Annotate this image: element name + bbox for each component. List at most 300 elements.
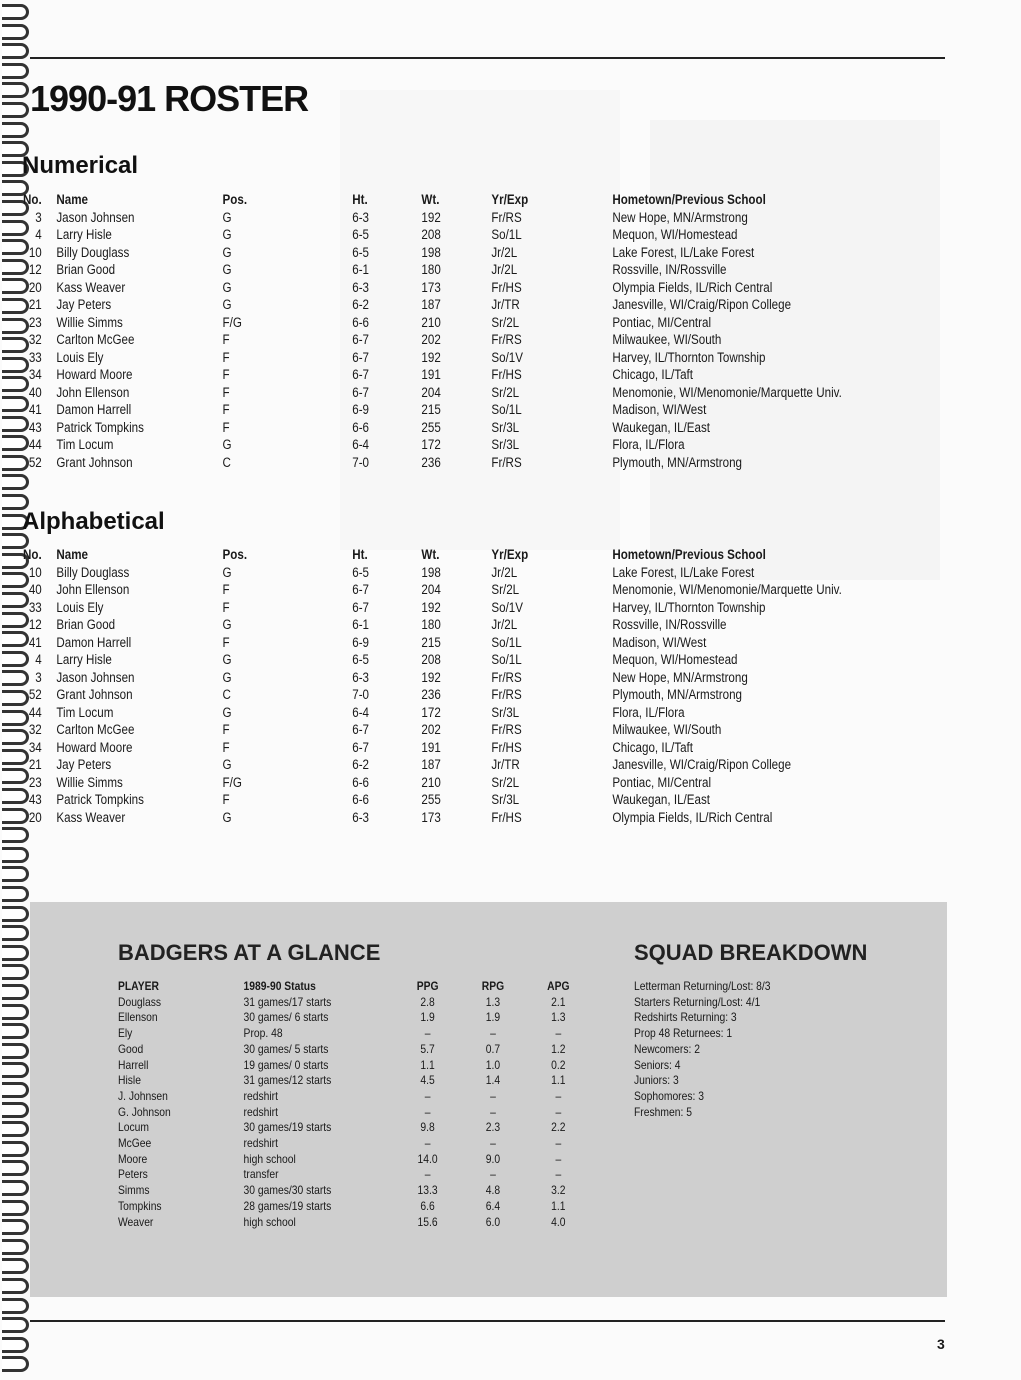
table-cell: 6-5 bbox=[352, 652, 370, 667]
column-header: PPG bbox=[416, 979, 439, 993]
table-cell: Olympia Fields, IL/Rich Central bbox=[612, 279, 773, 295]
table-cell: Good bbox=[118, 1041, 144, 1056]
table-cell: high school bbox=[243, 1151, 296, 1166]
table-cell: F bbox=[222, 367, 230, 382]
table-row bbox=[18, 279, 881, 297]
table-cell: G bbox=[222, 227, 232, 242]
table-cell: F bbox=[222, 792, 230, 807]
binding-ring bbox=[2, 82, 29, 98]
table-cell: 52 bbox=[28, 687, 42, 702]
table-row bbox=[18, 454, 881, 472]
binding-ring bbox=[2, 1043, 29, 1059]
table-cell: – bbox=[490, 1104, 496, 1119]
table-cell: Harvey, IL/Thornton Township bbox=[612, 349, 766, 365]
binding-ring bbox=[2, 122, 29, 138]
table-cell: Madison, WI/West bbox=[612, 634, 707, 650]
table-row bbox=[18, 436, 881, 454]
table-row bbox=[18, 261, 881, 279]
table-cell: Jay Peters bbox=[56, 297, 112, 312]
table-cell: 28 games/19 starts bbox=[243, 1198, 332, 1213]
table-cell: G bbox=[222, 757, 232, 772]
table-cell: 172 bbox=[421, 437, 441, 452]
binding-ring bbox=[2, 1141, 29, 1157]
table-cell: Menomonie, WI/Menomonie/Marquette Univ. bbox=[612, 582, 842, 597]
table-cell: – bbox=[555, 1167, 562, 1182]
binding-ring bbox=[2, 1239, 29, 1255]
binding-ring bbox=[2, 24, 29, 40]
table-cell: Grant Johnson bbox=[56, 687, 133, 702]
binding-ring bbox=[2, 1219, 29, 1235]
table-cell: 4.0 bbox=[551, 1214, 566, 1229]
table-cell: 6-7 bbox=[352, 349, 370, 365]
table-row bbox=[118, 1026, 591, 1042]
table-cell: G bbox=[222, 809, 232, 825]
table-cell: Louis Ely bbox=[56, 349, 104, 365]
table-cell: 1.4 bbox=[485, 1073, 501, 1088]
table-row bbox=[18, 634, 881, 652]
table-cell: Weaver bbox=[118, 1214, 154, 1229]
table-cell: 40 bbox=[28, 384, 42, 400]
table-cell: 3.2 bbox=[551, 1183, 566, 1198]
binding-ring bbox=[2, 4, 29, 20]
table-cell: 6-6 bbox=[352, 314, 370, 330]
table-cell: – bbox=[424, 1088, 431, 1103]
table-cell: 210 bbox=[421, 774, 441, 790]
table-cell: Patrick Tompkins bbox=[56, 419, 144, 435]
binding-ring bbox=[2, 925, 29, 941]
table-cell: – bbox=[490, 1088, 496, 1103]
table-row bbox=[18, 226, 881, 244]
table-cell: Moore bbox=[118, 1151, 148, 1166]
table-cell: Harvey, IL/Thornton Township bbox=[612, 599, 766, 615]
table-cell: 14.0 bbox=[417, 1151, 438, 1166]
list-item: Prop 48 Returnees: 1 bbox=[634, 1026, 733, 1041]
list-item: Newcomers: 2 bbox=[634, 1041, 700, 1056]
table-row bbox=[18, 756, 881, 774]
table-cell: Willie Simms bbox=[56, 774, 123, 790]
table-cell: Janesville, WI/Craig/Ripon College bbox=[612, 757, 792, 772]
table-cell: 23 bbox=[28, 774, 42, 790]
squad-breakdown-list bbox=[634, 979, 771, 1120]
table-row bbox=[118, 1215, 591, 1231]
table-cell: Fr/HS bbox=[491, 809, 522, 825]
table-cell: 21 bbox=[28, 297, 42, 312]
binding-ring bbox=[2, 1023, 29, 1039]
table-cell: F bbox=[222, 332, 230, 347]
table-cell: 4 bbox=[35, 227, 42, 242]
table-cell: 6-7 bbox=[352, 739, 370, 755]
table-cell: Jay Peters bbox=[56, 757, 112, 772]
table-cell: Harrell bbox=[118, 1057, 149, 1072]
table-cell: G bbox=[222, 437, 232, 452]
binding-ring bbox=[2, 945, 29, 961]
table-cell: F/G bbox=[222, 314, 242, 330]
table-cell: 1.3 bbox=[551, 1010, 566, 1025]
table-row bbox=[118, 1167, 591, 1183]
table-cell: 2.8 bbox=[420, 994, 435, 1009]
table-row bbox=[18, 366, 881, 384]
table-cell: F bbox=[222, 384, 230, 400]
table-cell: – bbox=[424, 1136, 431, 1151]
table-cell: 191 bbox=[421, 367, 441, 382]
table-row bbox=[18, 651, 881, 669]
table-cell: 6-2 bbox=[352, 297, 370, 312]
table-cell: Jr/2L bbox=[491, 244, 518, 260]
table-cell: John Ellenson bbox=[56, 582, 130, 597]
table-cell: Damon Harrell bbox=[56, 402, 132, 417]
binding-ring bbox=[2, 1082, 29, 1098]
table-cell: 0.7 bbox=[485, 1041, 501, 1056]
table-cell: 30 games/19 starts bbox=[243, 1120, 332, 1135]
table-cell: F bbox=[222, 599, 230, 615]
binding-ring bbox=[2, 474, 29, 490]
list-item: Juniors: 3 bbox=[634, 1073, 679, 1088]
table-cell: Fr/HS bbox=[491, 739, 522, 755]
table-cell: 6-7 bbox=[352, 332, 370, 347]
table-cell: 43 bbox=[28, 419, 42, 435]
table-cell: G bbox=[222, 244, 232, 260]
table-cell: 6-6 bbox=[352, 792, 370, 807]
table-row bbox=[118, 1152, 591, 1168]
table-row bbox=[18, 721, 881, 739]
binding-ring bbox=[2, 43, 29, 59]
table-row bbox=[18, 616, 881, 634]
table-cell: Jason Johnsen bbox=[56, 669, 135, 685]
table-cell: 6-1 bbox=[352, 262, 370, 277]
binding-ring bbox=[2, 964, 29, 980]
table-cell: Fr/RS bbox=[491, 332, 522, 347]
table-cell: New Hope, MN/Armstrong bbox=[612, 209, 748, 225]
table-cell: Plymouth, MN/Armstrong bbox=[612, 454, 742, 470]
list-item: Starters Returning/Lost: 4/1 bbox=[634, 994, 761, 1009]
table-cell: 10 bbox=[28, 564, 42, 580]
table-cell: Jr/TR bbox=[491, 757, 520, 772]
table-cell: Fr/HS bbox=[491, 279, 522, 295]
table-cell: Pontiac, MI/Central bbox=[612, 774, 712, 790]
table-cell: G bbox=[222, 279, 232, 295]
binding-ring bbox=[2, 1278, 29, 1294]
table-row bbox=[18, 209, 881, 227]
table-cell: John Ellenson bbox=[56, 384, 130, 400]
bottom-rule bbox=[30, 1320, 945, 1322]
table-cell: Janesville, WI/Craig/Ripon College bbox=[612, 297, 792, 312]
binding-ring bbox=[2, 886, 29, 902]
table-cell: 41 bbox=[28, 402, 42, 417]
binding-ring bbox=[2, 866, 29, 882]
table-cell: Sr/2L bbox=[491, 582, 520, 597]
column-header: Pos. bbox=[222, 547, 248, 562]
column-header: Wt. bbox=[421, 547, 440, 562]
table-cell: Locum bbox=[118, 1120, 149, 1135]
table-cell: F bbox=[222, 739, 230, 755]
table-row bbox=[18, 669, 881, 687]
table-cell: 6-9 bbox=[352, 634, 370, 650]
table-cell: Grant Johnson bbox=[56, 454, 133, 470]
table-cell: 1.1 bbox=[420, 1057, 435, 1072]
table-cell: 6.4 bbox=[485, 1198, 501, 1213]
table-cell: 198 bbox=[421, 564, 441, 580]
table-row bbox=[18, 739, 881, 757]
table-cell: Flora, IL/Flora bbox=[612, 704, 685, 720]
table-cell: 187 bbox=[421, 757, 441, 772]
table-cell: So/1L bbox=[491, 227, 522, 242]
table-cell: 6-7 bbox=[352, 599, 370, 615]
table-cell: 173 bbox=[421, 279, 441, 295]
squad-breakdown-title: SQUAD BREAKDOWN bbox=[634, 940, 868, 965]
table-cell: 180 bbox=[421, 262, 441, 277]
table-cell: 1.2 bbox=[551, 1041, 566, 1056]
table-cell: Jr/2L bbox=[491, 262, 518, 277]
table-row bbox=[18, 384, 881, 402]
table-cell: 12 bbox=[28, 262, 42, 277]
table-cell: G bbox=[222, 617, 232, 632]
table-cell: Waukegan, IL/East bbox=[612, 792, 710, 807]
binding-ring bbox=[2, 1062, 29, 1078]
table-row bbox=[18, 244, 881, 262]
binding-ring bbox=[2, 1356, 29, 1372]
table-cell: 20 bbox=[28, 809, 42, 825]
column-header: Ht. bbox=[352, 192, 368, 207]
table-cell: – bbox=[555, 1151, 562, 1166]
table-cell: G bbox=[222, 262, 232, 277]
table-cell: 180 bbox=[421, 617, 441, 632]
list-item: Redshirts Returning: 3 bbox=[634, 1010, 737, 1025]
list-item: Seniors: 4 bbox=[634, 1057, 681, 1072]
table-cell: 208 bbox=[421, 227, 441, 242]
column-header: Wt. bbox=[421, 192, 440, 207]
table-cell: Tompkins bbox=[118, 1198, 162, 1213]
table-cell: Fr/RS bbox=[491, 722, 522, 737]
table-row bbox=[118, 995, 591, 1011]
list-item: Sophomores: 3 bbox=[634, 1088, 704, 1103]
table-cell: 6-1 bbox=[352, 617, 370, 632]
table-cell: Sr/2L bbox=[491, 314, 520, 330]
table-cell: 6-3 bbox=[352, 809, 370, 825]
table-cell: Howard Moore bbox=[56, 739, 133, 755]
glance-title: BADGERS AT A GLANCE bbox=[118, 940, 381, 965]
table-cell: 215 bbox=[421, 402, 441, 417]
binding-ring bbox=[2, 1102, 29, 1118]
table-cell: 43 bbox=[28, 792, 42, 807]
table-cell: 6-7 bbox=[352, 582, 370, 597]
table-cell: Prop. 48 bbox=[243, 1026, 283, 1041]
table-cell: Fr/RS bbox=[491, 454, 522, 470]
table-row bbox=[18, 809, 881, 827]
table-cell: Simms bbox=[118, 1183, 150, 1198]
table-cell: C bbox=[222, 687, 231, 702]
table-cell: 191 bbox=[421, 739, 441, 755]
table-cell: Douglass bbox=[118, 994, 162, 1009]
table-cell: F bbox=[222, 419, 230, 435]
table-cell: Chicago, IL/Taft bbox=[612, 739, 693, 755]
column-header: PLAYER bbox=[118, 979, 159, 993]
table-cell: Milwaukee, WI/South bbox=[612, 332, 722, 347]
binding-ring bbox=[2, 1200, 29, 1216]
table-cell: 6-6 bbox=[352, 419, 370, 435]
table-cell: 204 bbox=[421, 582, 441, 597]
table-cell: 210 bbox=[421, 314, 441, 330]
table-cell: 1.3 bbox=[485, 994, 501, 1009]
table-cell: Rossville, IN/Rossville bbox=[612, 617, 727, 632]
table-cell: 6-7 bbox=[352, 722, 370, 737]
table-cell: So/1L bbox=[491, 652, 522, 667]
table-cell: Sr/2L bbox=[491, 384, 520, 400]
table-row bbox=[18, 564, 881, 582]
table-cell: Carlton McGee bbox=[56, 722, 135, 737]
table-cell: 2.1 bbox=[551, 994, 566, 1009]
table-cell: Damon Harrell bbox=[56, 634, 132, 650]
table-row bbox=[118, 1199, 591, 1215]
table-cell: 19 games/ 0 starts bbox=[243, 1057, 329, 1072]
table-cell: 202 bbox=[421, 722, 441, 737]
table-cell: Tim Locum bbox=[56, 704, 114, 720]
page-title: 1990-91 ROSTER bbox=[30, 78, 309, 119]
table-cell: Jr/2L bbox=[491, 564, 518, 580]
table-cell: G. Johnson bbox=[118, 1104, 171, 1119]
table-cell: Mequon, WI/Homestead bbox=[612, 227, 738, 242]
table-header-row bbox=[118, 979, 591, 995]
table-cell: 192 bbox=[421, 599, 441, 615]
table-cell: G bbox=[222, 669, 232, 685]
table-cell: 6-3 bbox=[352, 209, 370, 225]
table-cell: redshirt bbox=[243, 1104, 278, 1119]
table-cell: 1.1 bbox=[551, 1073, 566, 1088]
table-cell: transfer bbox=[243, 1167, 279, 1182]
binding-ring bbox=[2, 1337, 29, 1353]
table-cell: Flora, IL/Flora bbox=[612, 437, 685, 452]
table-cell: Sr/2L bbox=[491, 774, 520, 790]
table-cell: 6-2 bbox=[352, 757, 370, 772]
table-cell: 34 bbox=[28, 367, 42, 382]
table-cell: Lake Forest, IL/Lake Forest bbox=[612, 244, 755, 260]
table-cell: – bbox=[424, 1104, 431, 1119]
table-cell: – bbox=[490, 1136, 496, 1151]
page-number: 3 bbox=[937, 1336, 945, 1352]
table-cell: 187 bbox=[421, 297, 441, 312]
table-cell: redshirt bbox=[243, 1088, 278, 1103]
table-cell: 173 bbox=[421, 809, 441, 825]
table-cell: Fr/HS bbox=[491, 367, 522, 382]
glance-table bbox=[118, 979, 591, 1230]
table-cell: G bbox=[222, 297, 232, 312]
table-row bbox=[118, 1073, 591, 1089]
table-cell: Lake Forest, IL/Lake Forest bbox=[612, 564, 755, 580]
table-cell: 44 bbox=[28, 437, 42, 452]
alphabetical-roster-table bbox=[18, 546, 881, 826]
table-cell: Carlton McGee bbox=[56, 332, 135, 347]
numerical-section-title: Numerical bbox=[22, 152, 139, 179]
column-header: RPG bbox=[481, 979, 505, 993]
table-cell: Plymouth, MN/Armstrong bbox=[612, 687, 742, 702]
table-cell: 255 bbox=[421, 792, 441, 807]
table-cell: Mequon, WI/Homestead bbox=[612, 652, 738, 667]
table-cell: 30 games/ 5 starts bbox=[243, 1041, 329, 1056]
table-cell: J. Johnsen bbox=[118, 1088, 168, 1103]
table-cell: – bbox=[424, 1167, 431, 1182]
table-cell: 4 bbox=[35, 652, 42, 667]
table-cell: – bbox=[555, 1136, 562, 1151]
table-row bbox=[18, 314, 881, 332]
table-cell: Louis Ely bbox=[56, 599, 104, 615]
table-cell: 32 bbox=[28, 332, 42, 347]
table-cell: Kass Weaver bbox=[56, 809, 126, 825]
column-header: Name bbox=[56, 547, 89, 562]
table-cell: 192 bbox=[421, 349, 441, 365]
table-cell: Larry Hisle bbox=[56, 652, 112, 667]
binding-ring bbox=[2, 1121, 29, 1137]
binding-ring bbox=[2, 102, 29, 118]
table-cell: – bbox=[424, 1026, 431, 1041]
table-cell: F bbox=[222, 634, 230, 650]
binding-ring bbox=[2, 63, 29, 79]
table-cell: Patrick Tompkins bbox=[56, 792, 144, 807]
table-cell: 33 bbox=[28, 349, 42, 365]
table-cell: 9.8 bbox=[420, 1120, 435, 1135]
binding-ring bbox=[2, 906, 29, 922]
column-header: 1989-90 Status bbox=[243, 979, 316, 993]
table-cell: 9.0 bbox=[485, 1151, 501, 1166]
table-cell: 6-3 bbox=[352, 279, 370, 295]
table-cell: 3 bbox=[35, 209, 42, 225]
table-cell: 20 bbox=[28, 279, 42, 295]
table-cell: 236 bbox=[421, 687, 441, 702]
table-cell: So/1L bbox=[491, 634, 522, 650]
table-cell: So/1L bbox=[491, 402, 522, 417]
table-cell: G bbox=[222, 564, 232, 580]
table-cell: F bbox=[222, 349, 230, 365]
table-cell: Sr/3L bbox=[491, 792, 520, 807]
table-cell: 5.7 bbox=[420, 1041, 435, 1056]
table-cell: Rossville, IN/Rossville bbox=[612, 262, 727, 277]
table-row bbox=[18, 599, 881, 617]
column-header: Ht. bbox=[352, 547, 368, 562]
table-cell: Waukegan, IL/East bbox=[612, 419, 710, 435]
column-header: Yr/Exp bbox=[491, 547, 529, 562]
table-cell: 7-0 bbox=[352, 687, 370, 702]
table-cell: 41 bbox=[28, 634, 42, 650]
table-cell: 2.3 bbox=[485, 1120, 501, 1135]
table-cell: Jason Johnsen bbox=[56, 209, 135, 225]
table-cell: 1.9 bbox=[420, 1010, 435, 1025]
table-cell: F bbox=[222, 402, 230, 417]
table-cell: 13.3 bbox=[417, 1183, 438, 1198]
table-cell: redshirt bbox=[243, 1136, 278, 1151]
table-cell: McGee bbox=[118, 1136, 152, 1151]
table-row bbox=[18, 774, 881, 792]
binding-ring bbox=[2, 847, 29, 863]
table-cell: – bbox=[555, 1026, 562, 1041]
table-cell: 6-5 bbox=[352, 564, 370, 580]
column-header: No. bbox=[23, 192, 42, 207]
table-cell: 6-7 bbox=[352, 384, 370, 400]
alphabetical-section-title: Alphabetical bbox=[22, 508, 165, 535]
table-row bbox=[18, 349, 881, 367]
table-cell: 7-0 bbox=[352, 454, 370, 470]
binding-ring bbox=[2, 827, 29, 843]
binding-ring bbox=[2, 1160, 29, 1176]
table-cell: Kass Weaver bbox=[56, 279, 126, 295]
table-cell: 33 bbox=[28, 599, 42, 615]
binding-ring bbox=[2, 1298, 29, 1314]
table-cell: 30 games/30 starts bbox=[243, 1183, 332, 1198]
table-cell: – bbox=[490, 1026, 496, 1041]
table-cell: 1.1 bbox=[551, 1198, 566, 1213]
table-cell: 6-9 bbox=[352, 402, 370, 417]
table-cell: 12 bbox=[28, 617, 42, 632]
table-cell: 30 games/ 6 starts bbox=[243, 1010, 329, 1025]
table-row bbox=[18, 401, 881, 419]
table-cell: Olympia Fields, IL/Rich Central bbox=[612, 809, 773, 825]
